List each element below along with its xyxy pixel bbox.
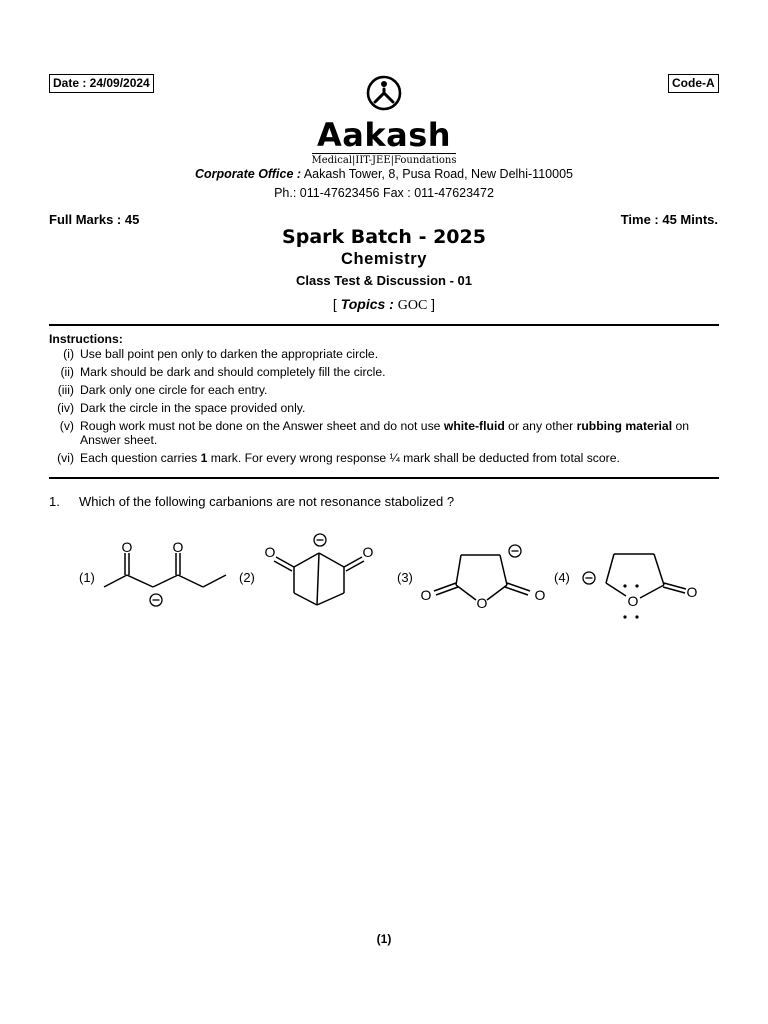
structure-4-lactone [606,554,686,598]
instruction-number: (iv) [57,401,74,415]
instruction-text-part: or any other [504,419,577,433]
atom-oxygen: O [121,539,133,555]
option-label-3: (3) [397,570,413,585]
negative-charge-icon [509,545,521,557]
instruction-number: (ii) [60,365,74,379]
negative-charge-icon [583,572,595,584]
instruction-text-part: mark. For every wrong response ¼ mark shall be deducted from total score. [207,451,620,465]
code-box: Code-A [668,74,719,93]
instruction-bold-term: 1 [200,451,208,465]
atom-oxygen: O [420,587,432,603]
instruction-text: Dark the circle in the space provided only. [80,401,306,415]
office-label: Corporate Office : [195,167,302,181]
atom-oxygen: O [476,595,488,611]
negative-charge-icon [314,534,326,546]
instruction-text-part: on Answer sheet. [80,419,690,447]
structure-3-anhydride [434,555,530,600]
phone-fax-line: Ph.: 011-47623456 Fax : 011-47623472 [274,186,494,200]
option-label-1: (1) [79,570,95,585]
topics-label: Topics : [340,296,394,312]
instruction-text: Dark only one circle for each entry. [80,383,268,397]
structure-1-diketone [104,553,226,587]
instruction-text-part: Rough work must not be done on the Answer sheet and do not use [80,419,444,433]
test-name: Class Test & Discussion - 01 [295,273,473,288]
full-marks: Full Marks : 45 [49,212,140,227]
atom-oxygen: O [264,544,276,560]
atom-oxygen: O [534,587,546,603]
brand-wordmark: Aakash [316,116,452,154]
instruction-bold-term: white-fluid [443,419,505,433]
option-label-2: (2) [239,570,255,585]
page-number: (1) [376,932,392,946]
instruction-number: (vi) [57,451,74,465]
option-label-4: (4) [554,570,570,585]
question-number: 1. [49,494,60,509]
question-text: Which of the following carbanions are not resonance stabolized ? [79,494,455,509]
instructions-heading: Instructions: [49,332,123,346]
instruction-bold-term: rubbing material [576,419,673,433]
exam-time: Time : 45 Mints. [620,212,718,227]
topics-value: GOC [397,298,428,313]
structure-2-bicyclic-dione [274,553,364,605]
date-box: Date : 24/09/2024 [49,74,154,93]
atom-oxygen: O [362,544,374,560]
instruction-number: (i) [63,347,74,361]
negative-charge-icon [150,594,162,606]
instruction-text: Mark should be dark and should completely fill the circle. [80,365,386,379]
instruction-number: (iii) [57,383,74,397]
instruction-text: Use ball point pen only to darken the appropriate circle. [80,347,379,361]
instruction-number: (v) [59,419,74,433]
subject-title: Chemistry [340,250,428,268]
topics-open-bracket: [ [332,296,341,312]
instruction-text-part: Each question carries [80,451,201,465]
atom-oxygen: O [172,539,184,555]
brand-tagline: Medical|IIT-JEE|Foundations [311,155,457,166]
atom-oxygen: O [627,593,639,609]
office-address: Aakash Tower, 8, Pusa Road, New Delhi-110005 [301,167,573,181]
batch-title: Spark Batch - 2025 [282,226,486,248]
atom-oxygen: O [686,584,698,600]
topics-close-bracket: ] [427,296,436,312]
